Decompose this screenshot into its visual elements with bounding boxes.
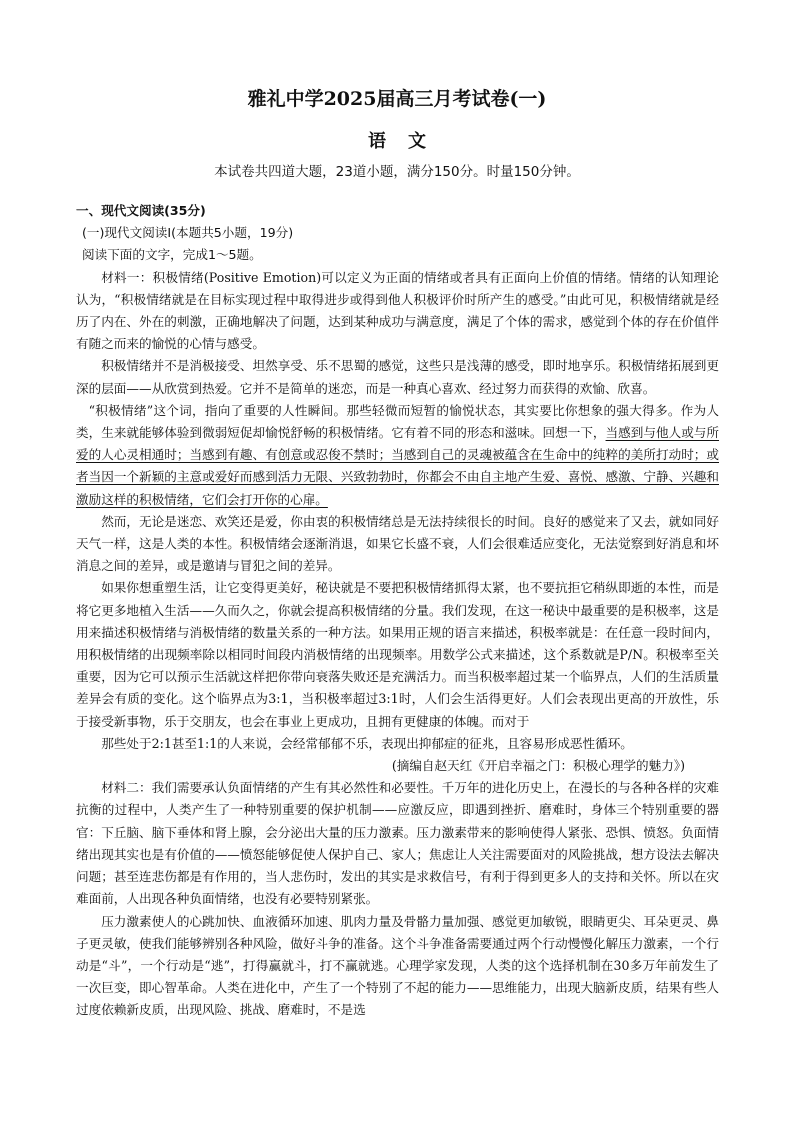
section-subheading: (一)现代文阅读I(本题共5小题，19分) [82, 225, 294, 241]
subject-title: 语文 [368, 131, 448, 152]
material2-paragraph-2: 压力激素使人的心跳加快、血液循环加速、肌肉力量及骨骼力量加强、感觉更加敏锐，眼睛更尖、耳朵更灵、鼻子更灵敏，使我们能够辨别各种风险，做好斗争的准备。这个斗争准备需要通过两个行动慢慢化解压力激素，一个行动是“斗”，一个行动是“逃”，打得赢就斗，打不赢就逃。心理学家发现，人类的这个选择机制在30多万年前发生了一次巨变，即心智革命。人类在进化中，产生了一个特别了不起的能力——思维能力，出现大脑新皮质，结果有些人过度依赖新皮质，出现风险、挑战、磨难时，不是选 [76, 913, 719, 1018]
material1-paragraph-5: 如果你想重塑生活，让它变得更美好，秘诀就是不要把积极情绪抓得太紧，也不要抗拒它稍纵即逝的本性，而是将它更多地植入生活——久而久之，你就会提高积极情绪的分量。我们发现，在这一秘诀中最重要的是积极率，这是用来描述积极情绪与消极情绪的数量关系的一种方法。如果用正规的语言来描述，积极率就是：在任意一段时间内，用积极情绪的出现频率除以相同时间段内消极情绪的出现频率。用数学公式来描述，这个系数就是P/N。积极率至关重要，因为它可以预示生活就这样把你带向衰落失败还是充满活力。而当积极率超过某一个临界点，人们的生活质量差异会有质的变化。这个临界点为3:1，当积极率超过3:1时，人们会生活得更好。人们会表现出更高的开放性，乐于接受新事物，乐于交朋友，也会在事业上更成功，且拥有更健康的体魄。而对于 [76, 580, 719, 729]
material1-paragraph-4: 然而，无论是迷恋、欢笑还是爱，你由衷的积极情绪总是无法持续很长的时间。良好的感觉来了又去，就如同好天气一样，这是人类的本性。积极情绪会逐渐消退，如果它长盛不衰，人们会很难适应变化，无法觉察到好消息和坏消息之间的差异，或是邀请与冒犯之间的差异。 [76, 513, 719, 574]
material1-paragraph-3 [76, 400, 719, 511]
material2-paragraph-1: 材料二：我们需要承认负面情绪的产生有其必然性和必要性。千万年的进化历史上，在漫长的与各种各样的灾难抗衡的过程中，人类产生了一种特别重要的保护机制——应激反应，即遇到挫折、磨难时，身体三个特别重要的器官：下丘脑、脑下垂体和肾上腺，会分泌出大量的压力激素。压力激素带来的影响使得人紧张、恐惧、愤怒。负面情绪出现其实也是有价值的——愤怒能够促使人保护自己、家人；焦虑让人关注需要面对的风险挑战，想方设法去解决问题；甚至连悲伤都是有作用的，当人悲伤时，发出的其实是求救信号，有利于得到更多人的支持和关怀。所以在灾难面前，人出现各种负面情绪，也没有必要特别紧张。 [76, 780, 719, 907]
material1-paragraph-2: 积极情绪并不是消极接受、坦然享受、乐不思蜀的感觉，这些只是浅薄的感受，即时地享乐。积极情绪拓展到更深的层面——从欣赏到热爱。它并不是简单的迷恋，而是一种真心喜欢、经过努力而获得的欢愉、欣喜。 [76, 358, 719, 396]
material1-source: (摘编自赵天红《开启幸福之门：积极心理学的魅力》) [391, 758, 685, 774]
section-heading: 一、现代文阅读(35分) [76, 203, 206, 218]
material1-paragraph-6: 那些处于2:1甚至1:1的人来说，会经常郁郁不乐，表现出抑郁症的征兆，且容易形成恶性循环。 [101, 735, 633, 751]
exam-title: 雅礼中学2025届高三月考试卷(一) [247, 88, 547, 110]
exam-intro: 本试卷共四道大题，23道小题，满分150分。时量150分钟。 [214, 164, 580, 180]
underlined-passage: 当感到与他人或与所爱的人心灵相通时；当感到有趣、有创意或忍俊不禁时；当感到自己的灵魂被蕴含在生命中的纯粹的美所打动时；或者当因一个新颖的主意或爱好而感到活力无限、兴致勃勃时，你都会不由自主地产生爱、喜悦、感激、宁静、兴趣和激励这样的积极情绪，它们会打开你的心扉。 [76, 425, 720, 507]
material1-paragraph-3-text: “积极情绪”这个词，指向了重要的人性瞬间。那些轻微而短暂的愉悦状态，其实要比你想象的强大得多。作为人类，生来就能够体验到微弱短促却愉悦舒畅的积极情绪。它有着不同的形态和滋味。回想一下， [76, 402, 719, 441]
material1-paragraph-1: 材料一：积极情绪(Positive Emotion)可以定义为正面的情绪或者具有正面向上价值的情绪。情绪的认知理论认为，“积极情绪就是在目标实现过程中取得进步或得到他人积极评价时所产生的感受。”由此可见，积极情绪就是经历了内在、外在的刺激，正确地解决了问题，达到某种成功与满意度，满足了个体的需求，感觉到个体的存在价值伴有随之而来的愉悦的心情与感受。 [76, 269, 719, 352]
exam-body [76, 200, 719, 1022]
reading-instruction: 阅读下面的文字，完成1～5题。 [82, 247, 262, 263]
